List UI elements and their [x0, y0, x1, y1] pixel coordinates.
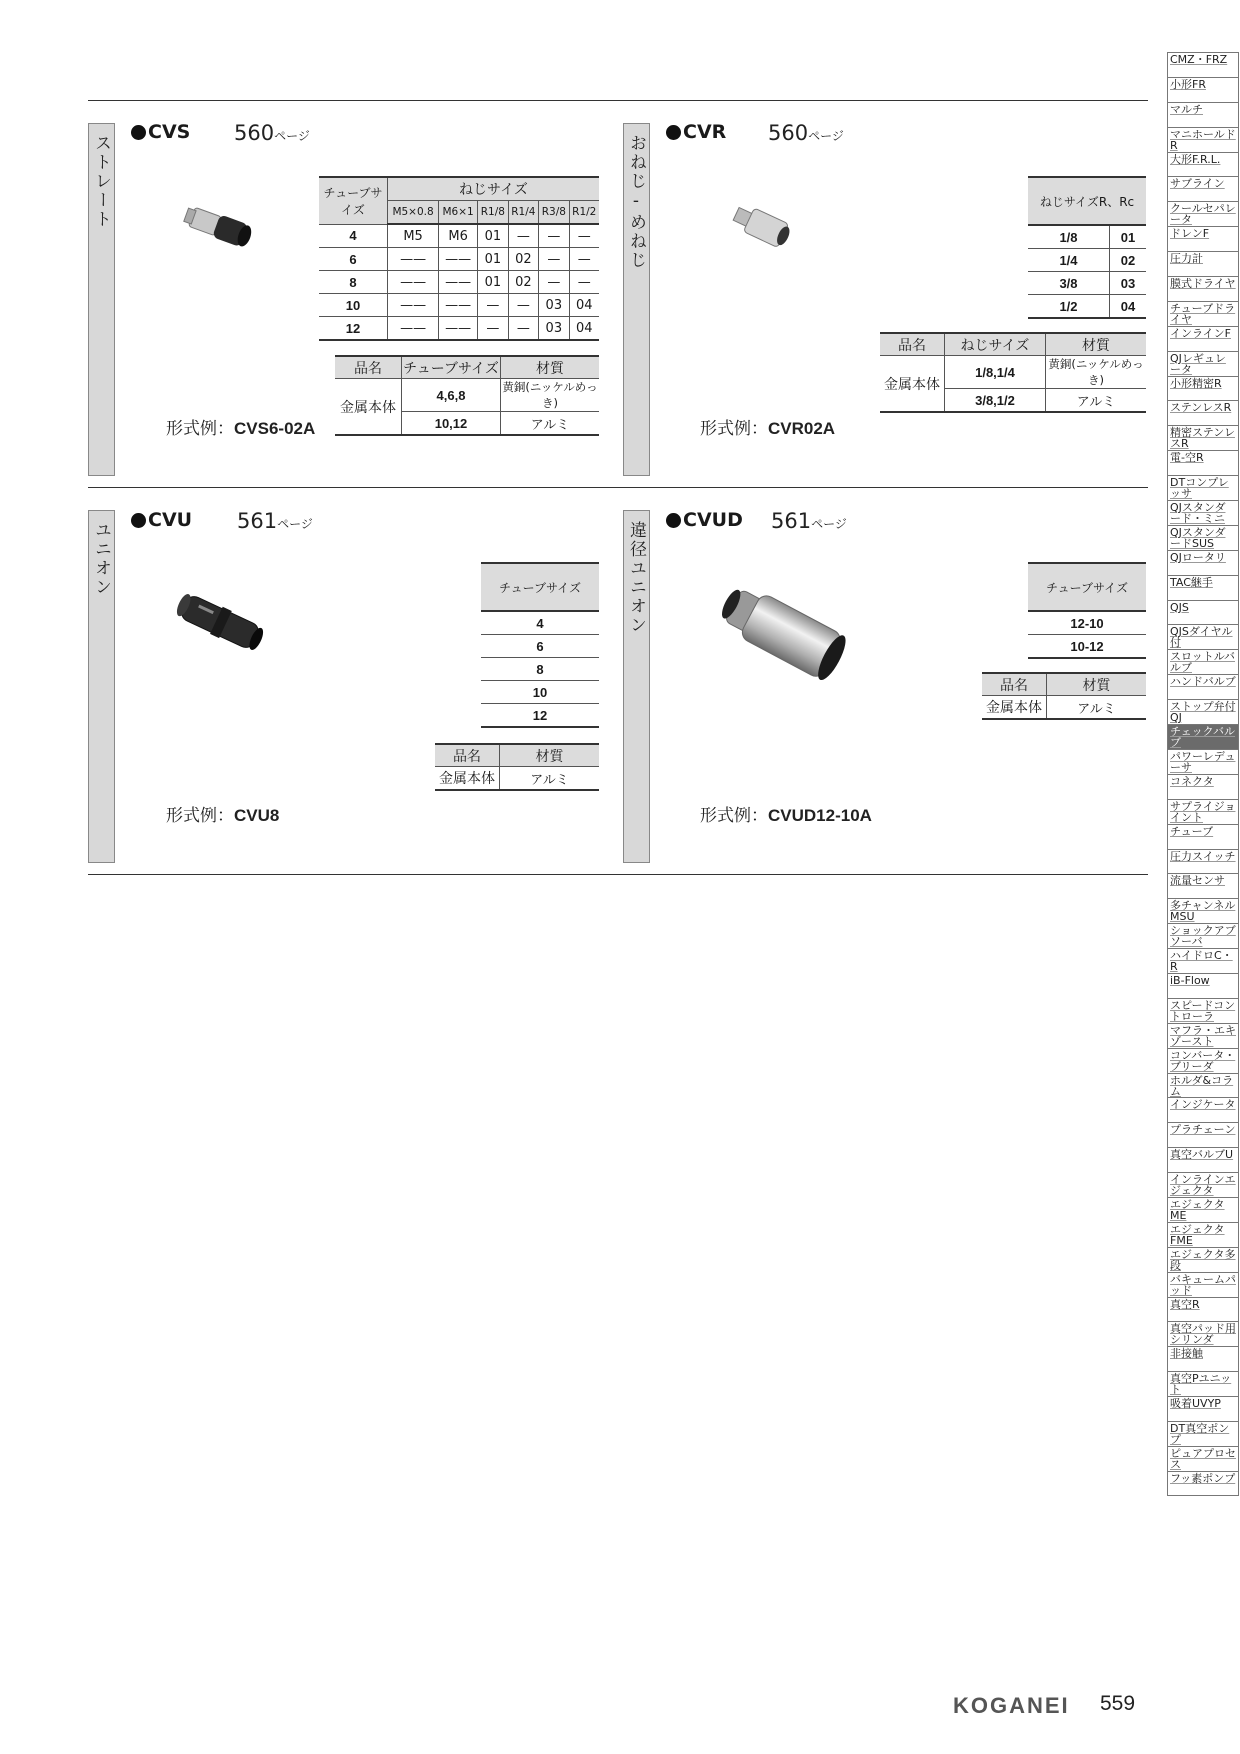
- cell: M5: [388, 224, 439, 248]
- index-tab[interactable]: チューブ: [1167, 824, 1239, 849]
- header-cell: 品名: [880, 333, 945, 356]
- index-tab[interactable]: 非接触: [1167, 1346, 1239, 1371]
- cell: ——: [439, 271, 478, 294]
- tube-size-header: チューブサイズ: [319, 177, 388, 224]
- index-tab[interactable]: チェックバルブ: [1167, 724, 1239, 749]
- cell: ——: [388, 294, 439, 317]
- header-cell: 材質: [1047, 673, 1147, 696]
- index-tab[interactable]: 真空Pユニット: [1167, 1371, 1239, 1396]
- cell: 04: [1110, 295, 1147, 319]
- product-image-cvr: [725, 195, 800, 260]
- cell: 8: [319, 271, 388, 294]
- cell: —: [508, 224, 538, 248]
- bullet-icon: [131, 513, 146, 528]
- index-tab[interactable]: インラインF: [1167, 326, 1239, 351]
- cell: ——: [439, 317, 478, 341]
- index-tab[interactable]: QJスタンダード・ミニ: [1167, 500, 1239, 525]
- index-tab[interactable]: 吸着UVYP: [1167, 1396, 1239, 1421]
- cell: M6: [439, 224, 478, 248]
- example-cvu: 形式例：CVU8: [166, 806, 280, 826]
- cell: 10,12: [402, 412, 501, 436]
- index-tab[interactable]: ステンレスR: [1167, 400, 1239, 425]
- index-tab[interactable]: 真空バルブU: [1167, 1147, 1239, 1172]
- cell: 4: [481, 611, 599, 635]
- cell: アルミ: [501, 412, 600, 436]
- index-tab[interactable]: コネクタ: [1167, 774, 1239, 799]
- header-cell: チューブサイズ: [402, 356, 501, 379]
- cvr-material-table: [880, 332, 1146, 413]
- index-tab[interactable]: インジケータ: [1167, 1097, 1239, 1122]
- index-tab[interactable]: 真空R: [1167, 1297, 1239, 1322]
- cvu-tube-table: [481, 562, 599, 728]
- index-tab[interactable]: エジェクタ多段: [1167, 1247, 1239, 1272]
- col-header: M5×0.8: [388, 201, 439, 225]
- header-cell: ねじサイズ: [945, 333, 1046, 356]
- tube-size-header: チューブサイズ: [481, 563, 599, 611]
- header-cell: 品名: [335, 356, 402, 379]
- bullet-icon: [666, 513, 681, 528]
- index-tab[interactable]: CMZ・FRZ: [1167, 52, 1239, 77]
- table-row: [481, 681, 599, 704]
- cvs-thread-table: [319, 176, 599, 341]
- cell: 黄銅(ニッケルめっき): [502, 380, 598, 410]
- index-tab[interactable]: プラチェーン: [1167, 1122, 1239, 1147]
- cell: アルミ: [1047, 696, 1147, 720]
- side-index: [1167, 52, 1239, 1496]
- table-row: [1028, 249, 1146, 272]
- table-row: [481, 611, 599, 635]
- cvu-material-table: [435, 743, 599, 791]
- index-tab[interactable]: TAC継手: [1167, 575, 1239, 600]
- cell: —: [569, 224, 599, 248]
- cell: —: [539, 248, 569, 271]
- cell: 4,6,8: [402, 379, 501, 412]
- cell: 1/2: [1028, 295, 1110, 319]
- index-tab[interactable]: チューブドライヤ: [1167, 301, 1239, 326]
- cell: 02: [1110, 249, 1147, 272]
- cell: 03: [539, 317, 569, 341]
- cell: ——: [439, 248, 478, 271]
- cell: 1/8: [1028, 225, 1110, 249]
- section-tab-reducing-union: 違径ユニオン: [623, 510, 650, 863]
- index-tab[interactable]: マニホールドR: [1167, 127, 1239, 152]
- cell: 10: [481, 681, 599, 704]
- cell: ——: [388, 317, 439, 341]
- header-cell: 材質: [500, 744, 600, 767]
- col-header: R1/2: [569, 201, 599, 225]
- index-tab[interactable]: QJロータリ: [1167, 550, 1239, 575]
- index-tab[interactable]: DTコンプレッサ: [1167, 475, 1239, 500]
- cell: 03: [539, 294, 569, 317]
- cell: ——: [388, 271, 439, 294]
- cell: 3/8,1/2: [945, 389, 1046, 413]
- product-image-cvud: [705, 570, 865, 700]
- table-row: [481, 658, 599, 681]
- part-cell: 金属本体: [435, 767, 500, 791]
- index-tab[interactable]: iB-Flow: [1167, 973, 1239, 998]
- product-image-cvs: [180, 195, 260, 260]
- header-cell: 材質: [1046, 333, 1147, 356]
- cell: —: [569, 271, 599, 294]
- index-tab[interactable]: ストップ弁付QJ: [1167, 699, 1239, 724]
- header-cell: 品名: [435, 744, 500, 767]
- thread-size-header: ねじサイズR、Rc: [1028, 177, 1146, 225]
- cvr-thread-table: [1028, 176, 1146, 319]
- cell: アルミ: [1046, 389, 1147, 413]
- page-number: 559: [1100, 1692, 1136, 1715]
- cell: 10: [319, 294, 388, 317]
- table-row: [1028, 272, 1146, 295]
- part-cell: 金属本体: [335, 379, 402, 436]
- col-header: R1/8: [478, 201, 508, 225]
- table-row: [319, 224, 599, 248]
- index-tab[interactable]: ハイドロC・R: [1167, 948, 1239, 973]
- page-ref-cvud: 561ページ: [771, 509, 847, 533]
- index-tab[interactable]: 圧力計: [1167, 251, 1239, 276]
- index-tab[interactable]: クールセパレータ: [1167, 201, 1239, 226]
- cell: アルミ: [500, 767, 600, 791]
- product-image-cvu: [170, 585, 270, 660]
- index-tab[interactable]: コンバータ・ブリーダ: [1167, 1048, 1239, 1073]
- thread-size-header: ねじサイズ: [388, 177, 600, 201]
- top-rule: [88, 100, 1148, 101]
- cell: 03: [1110, 272, 1147, 295]
- tube-size-header: チューブサイズ: [1028, 563, 1146, 611]
- table-row: [481, 635, 599, 658]
- product-title-cvud: CVUD: [666, 509, 743, 531]
- index-tab[interactable]: 流量センサ: [1167, 873, 1239, 898]
- cvud-tube-table: [1028, 562, 1146, 659]
- index-tab[interactable]: ドレンF: [1167, 226, 1239, 251]
- part-cell: 金属本体: [982, 696, 1047, 720]
- index-tab[interactable]: QJSダイヤル付: [1167, 624, 1239, 649]
- bottom-rule: [88, 874, 1148, 875]
- index-tab[interactable]: 真空パッド用シリンダ: [1167, 1321, 1239, 1346]
- brand-logo: KOGANEI: [953, 1693, 1070, 1718]
- index-tab[interactable]: QJレギュレータ: [1167, 351, 1239, 376]
- index-tab[interactable]: ピュアプロセス: [1167, 1446, 1239, 1471]
- cell: ——: [439, 294, 478, 317]
- product-title-cvu: CVU: [131, 509, 192, 531]
- header-cell: 品名: [982, 673, 1047, 696]
- col-header: R1/4: [508, 201, 538, 225]
- cell: 黄銅(ニッケルめっき): [1046, 356, 1147, 389]
- index-tab[interactable]: スロットルバルブ: [1167, 649, 1239, 674]
- middle-rule: [88, 487, 1148, 488]
- cell: 10-12: [1028, 635, 1146, 659]
- cell: 8: [481, 658, 599, 681]
- bullet-icon: [131, 125, 146, 140]
- part-cell: 金属本体: [880, 356, 945, 413]
- cvs-material-table: [335, 355, 599, 436]
- index-tab[interactable]: サプライジョイント: [1167, 799, 1239, 824]
- index-tab[interactable]: サブライン: [1167, 176, 1239, 201]
- index-tab[interactable]: ホルダ&コラム: [1167, 1073, 1239, 1098]
- index-tab[interactable]: ハンドバルブ: [1167, 674, 1239, 699]
- cell: —: [478, 317, 508, 341]
- cell: 12: [319, 317, 388, 341]
- cell: 04: [569, 294, 599, 317]
- cell: 3/8: [1028, 272, 1110, 295]
- cell: 01: [1110, 225, 1147, 249]
- page-ref-cvs: 560ページ: [234, 121, 310, 145]
- cell: —: [478, 294, 508, 317]
- table-row: [1028, 635, 1146, 659]
- cell: 12-10: [1028, 611, 1146, 635]
- section-tab-straight: ストレート: [88, 123, 115, 476]
- table-row: [319, 317, 599, 341]
- cell: —: [539, 271, 569, 294]
- table-row: [319, 248, 599, 271]
- example-cvs: 形式例：CVS6-02A: [166, 419, 316, 439]
- cell: 02: [508, 271, 538, 294]
- cell: 12: [481, 704, 599, 728]
- section-tab-female: おねじ-めねじ: [623, 123, 650, 476]
- cell: 1/4: [1028, 249, 1110, 272]
- cell: —: [569, 248, 599, 271]
- cell: 02: [508, 248, 538, 271]
- index-tab[interactable]: マルチ: [1167, 102, 1239, 127]
- index-tab[interactable]: スピードコントローラ: [1167, 998, 1239, 1023]
- index-tab[interactable]: DT真空ポンプ: [1167, 1421, 1239, 1446]
- index-tab[interactable]: パワーレデューサ: [1167, 749, 1239, 774]
- cell: —: [508, 294, 538, 317]
- table-row: [481, 704, 599, 728]
- table-row: [1028, 295, 1146, 319]
- section-tab-union: ユニオン: [88, 510, 115, 863]
- index-tab[interactable]: エジェクタFME: [1167, 1222, 1239, 1247]
- cell: 01: [478, 248, 508, 271]
- table-row: [319, 294, 599, 317]
- cell: 4: [319, 224, 388, 248]
- cell: 01: [478, 224, 508, 248]
- index-tab[interactable]: 小形精密R: [1167, 376, 1239, 401]
- page-ref-cvr: 560ページ: [768, 121, 844, 145]
- page-ref-cvu: 561ページ: [237, 509, 313, 533]
- index-tab[interactable]: 膜式ドライヤ: [1167, 276, 1239, 301]
- bullet-icon: [666, 125, 681, 140]
- cell: —: [508, 317, 538, 341]
- example-cvud: 形式例：CVUD12-10A: [700, 806, 872, 826]
- index-tab[interactable]: QJスタンダードSUS: [1167, 525, 1239, 550]
- table-row: [1028, 225, 1146, 249]
- index-tab[interactable]: 精密ステンレスR: [1167, 425, 1239, 450]
- index-tab[interactable]: 多チャンネルMSU: [1167, 898, 1239, 923]
- cell: 1/8,1/4: [945, 356, 1046, 389]
- index-tab[interactable]: QJS: [1167, 600, 1239, 625]
- example-cvr: 形式例：CVR02A: [700, 419, 836, 439]
- col-header: M6×1: [439, 201, 478, 225]
- header-cell: 材質: [501, 356, 600, 379]
- index-tab[interactable]: ショックアブソーバ: [1167, 923, 1239, 948]
- index-tab[interactable]: フッ素ポンプ: [1167, 1471, 1239, 1496]
- product-title-cvr: CVR: [666, 121, 726, 143]
- cvud-material-table: [982, 672, 1146, 720]
- index-tab[interactable]: マフラ・エキゾースト: [1167, 1023, 1239, 1048]
- index-tab[interactable]: 電-空R: [1167, 450, 1239, 475]
- cell: ——: [388, 248, 439, 271]
- cell: 01: [478, 271, 508, 294]
- col-header: R3/8: [539, 201, 569, 225]
- cell: 6: [319, 248, 388, 271]
- product-title-cvs: CVS: [131, 121, 190, 143]
- table-row: [1028, 611, 1146, 635]
- index-tab[interactable]: 圧力スイッチ: [1167, 849, 1239, 874]
- table-row: [319, 271, 599, 294]
- cell: —: [539, 224, 569, 248]
- index-tab[interactable]: 大形F.R.L.: [1167, 152, 1239, 177]
- index-tab[interactable]: エジェクタME: [1167, 1197, 1239, 1222]
- index-tab[interactable]: インラインエジェクタ: [1167, 1172, 1239, 1197]
- cell: 6: [481, 635, 599, 658]
- index-tab[interactable]: 小形FR: [1167, 77, 1239, 102]
- index-tab[interactable]: バキュームパッド: [1167, 1272, 1239, 1297]
- cell: 04: [569, 317, 599, 341]
